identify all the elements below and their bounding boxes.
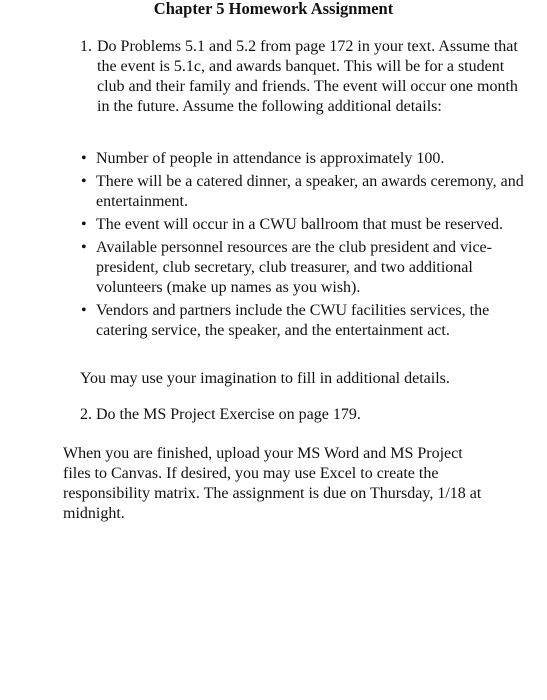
item-text: Do the MS Project Exercise on page 179. xyxy=(96,406,361,423)
numbered-item-1 xyxy=(80,37,530,117)
closing-paragraph: When you are finished, upload your MS Word and MS Project files to Canvas. If desired, you may use Excel to create the responsibility matrix. The assignment is due on Thursday, 1/18 at midnight. xyxy=(63,445,482,522)
list-item xyxy=(78,238,538,298)
list-item xyxy=(78,301,538,341)
bullet-text: There will be a catered dinner, a speaker, an awards ceremony, and entertainment. xyxy=(96,173,524,210)
list-item xyxy=(78,215,538,235)
list-item xyxy=(78,149,538,169)
bullet-icon: • xyxy=(81,216,87,233)
numbered-item-2 xyxy=(80,405,530,425)
item-text: Do Problems 5.1 and 5.2 from page 172 in your text. Assume that the event is 5.1c, and awards banquet. This will be for a student club and their family and friends. The event will occur one month in the future. Assume the following additional details: xyxy=(97,38,518,115)
bullet-icon: • xyxy=(81,150,87,167)
item-number: 2. xyxy=(80,406,92,423)
bullet-text: Vendors and partners include the CWU facilities services, the catering service, the speaker, and the entertainment act. xyxy=(96,302,490,339)
item-number: 1. xyxy=(80,38,92,55)
bullet-icon: • xyxy=(81,302,87,319)
list-item xyxy=(78,172,538,212)
bullet-icon: • xyxy=(81,173,87,190)
bullet-text: Available personnel resources are the club president and vice-president, club secretary, club treasurer, and two additional volunteers (make up names as you wish). xyxy=(96,239,492,296)
details-bullet-list xyxy=(78,149,538,344)
bullet-text: The event will occur in a CWU ballroom that must be reserved. xyxy=(96,216,503,233)
bullet-text: Number of people in attendance is approximately 100. xyxy=(96,150,445,167)
imagination-note: You may use your imagination to fill in additional details. xyxy=(80,370,450,387)
page-title: Chapter 5 Homework Assignment xyxy=(153,0,394,18)
bullet-icon: • xyxy=(81,239,87,256)
